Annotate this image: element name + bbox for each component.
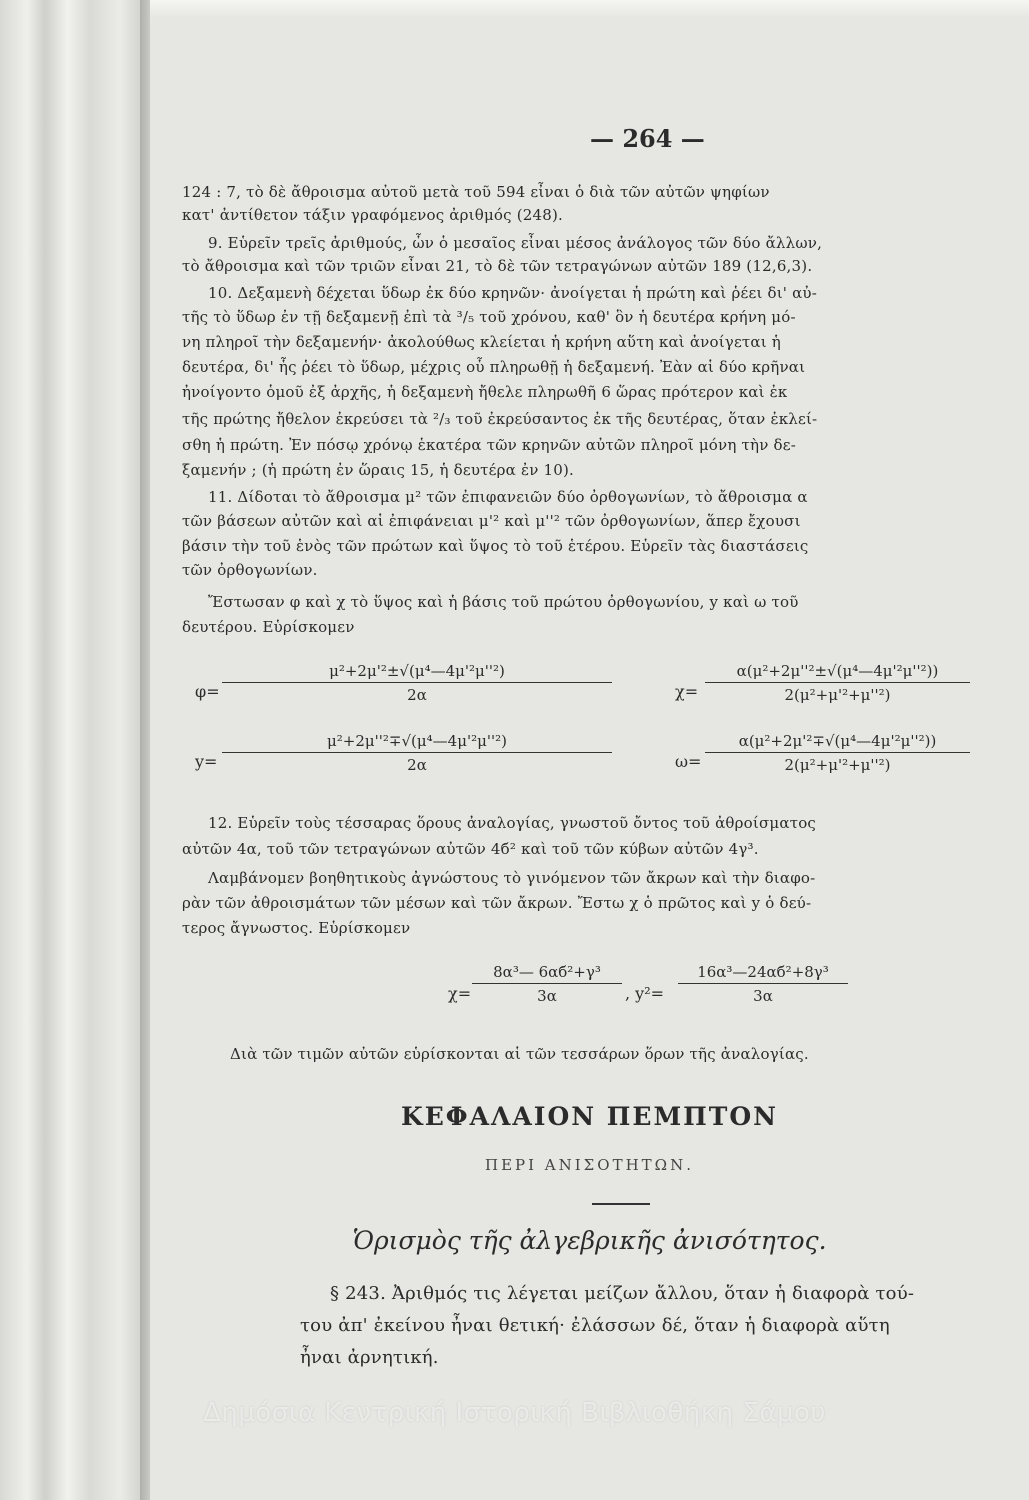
text-line: αὐτῶν 4α, τοῦ τῶν τετραγώνων αὐτῶν 4б² καὶ τοῦ τῶν κύβων αὐτῶν 4γ³. xyxy=(182,840,759,858)
formula-denominator: 2α xyxy=(407,686,427,704)
formula-denominator: 3α xyxy=(537,987,557,1005)
text-line: τῆς τὸ ὕδωρ ἐν τῇ δεξαμενῇ ἐπὶ τὰ ³/₅ τοῦ χρόνου, καθ' ὃν ἡ δευτέρα κρήνη μό- xyxy=(182,308,796,326)
heading-rule xyxy=(592,1203,650,1205)
formula-chi xyxy=(705,662,970,704)
text-line: 124 : 7, τὸ δὲ ἄθροισμα αὐτοῦ μετὰ τοῦ 594 εἶναι ὁ διὰ τῶν αὐτῶν ψηφίων xyxy=(182,183,770,201)
text-line: δευτέρα, δι' ἧς ῥέει τὸ ὕδωρ, μέχρις οὗ πληρωθῇ ἡ δεξαμενή. Ἐὰν αἱ δύο κρῆναι xyxy=(182,358,806,376)
text-line: Ἔστωσαν φ καὶ χ τὸ ὕψος καὶ ἡ βάσις τοῦ πρώτου ὀρθογωνίου, y καὶ ω τοῦ xyxy=(208,593,799,611)
library-watermark: Δημόσια Κεντρική Ιστορική Βιβλιοθήκη Σάμου xyxy=(203,1398,826,1428)
text-line: τῶν βάσεων αὐτῶν καὶ αἱ ἐπιφάνειαι μ'² καὶ μ''² τῶν ὀρθογωνίων, ἅπερ ἔχουσι xyxy=(182,512,801,530)
text-line: τῆς πρώτης ἤθελον ἐκρεύσει τὰ ²/₃ τοῦ ἐκρεύσαντος ἐκ τῆς δευτέρας, ὅταν ἐκλεί- xyxy=(182,410,818,428)
text-line: τῶν ὀρθογωνίων. xyxy=(182,561,318,579)
formula-denominator: 2α xyxy=(407,756,427,774)
text-line: κατ' ἀντίθετον τάξιν γραφόμενος ἀριθμός (248). xyxy=(182,206,563,224)
chapter-subtitle: ΠΕΡΙ ΑΝΙΣΟΤΗΤΩΝ. xyxy=(484,1156,695,1174)
text-line: τερος ἄγνωστος. Εὑρίσκομεν xyxy=(182,919,411,937)
text-line: 11. Δίδοται τὸ ἄθροισμα μ² τῶν ἐπιφανειῶν δύο ὀρθογωνίων, τὸ ἄθροισμα α xyxy=(208,488,808,506)
formula-numerator: α(μ²+2μ'²∓√(μ⁴—4μ'²μ''²)) xyxy=(705,732,970,753)
text-line: 9. Εὑρεῖν τρεῖς ἀριθμούς, ὧν ὁ μεσαῖος εἶναι μέσος ἀνάλογος τῶν δύο ἄλλων, xyxy=(208,234,823,252)
section-title: Ὁρισμὸς τῆς ἀλγεβρικῆς ἀνισότητος. xyxy=(352,1226,827,1255)
formula-y-lhs: y= xyxy=(195,752,218,771)
chapter-title: ΚΕΦΑΛΑΙΟΝ ΠΕΜΠΤΟΝ xyxy=(401,1102,778,1131)
text-line: βάσιν τὴν τοῦ ἑνὸς τῶν πρώτων καὶ ὕψος τὸ τοῦ ἑτέρου. Εὑρεῖν τὰς διαστάσεις xyxy=(182,537,809,555)
text-line: τὸ ἄθροισμα καὶ τῶν τριῶν εἶναι 21, τὸ δὲ τῶν τετραγώνων αὐτῶν 189 (12,6,3). xyxy=(182,257,813,275)
book-page xyxy=(150,0,1029,1500)
formula-numerator: 16α³—24αб²+8γ³ xyxy=(678,963,848,984)
formula-phi xyxy=(222,662,612,704)
formula-y xyxy=(222,732,612,774)
formula-numerator: 8α³— 6αб²+γ³ xyxy=(472,963,622,984)
formula2-chi xyxy=(472,963,622,1005)
book-binding-edge xyxy=(0,0,150,1500)
text-line: του ἀπ' ἐκείνου ἦναι θετική· ἐλάσσων δέ, ὅταν ἡ διαφορὰ αὕτη xyxy=(300,1315,890,1336)
text-line: 12. Εὑρεῖν τοὺς τέσσαρας ὅρους ἀναλογίας, γνωστοῦ ὄντος τοῦ ἀθροίσματος xyxy=(208,814,817,832)
page-number: — 264 — xyxy=(590,124,705,153)
text-line: § 243. Ἀριθμός τις λέγεται μείζων ἄλλου, ὅταν ἡ διαφορὰ τού- xyxy=(330,1283,915,1304)
text-line: 10. Δεξαμενὴ δέχεται ὕδωρ ἐκ δύο κρηνῶν· ἀνοίγεται ἡ πρώτη καὶ ῥέει δι' αὐ- xyxy=(208,284,818,302)
formula-numerator: μ²+2μ''²∓√(μ⁴—4μ'²μ''²) xyxy=(222,732,612,753)
text-line: Διὰ τῶν τιμῶν αὐτῶν εὑρίσκονται αἱ τῶν τεσσάρων ὅρων τῆς ἀναλογίας. xyxy=(230,1045,809,1063)
text-line: δευτέρου. Εὑρίσκομεν xyxy=(182,618,355,636)
formula2-chi-lhs: χ= xyxy=(448,984,472,1003)
formula-denominator: 2(μ²+μ'²+μ''²) xyxy=(784,686,891,704)
text-line: σθη ἡ πρώτη. Ἐν πόσῳ χρόνῳ ἑκατέρα τῶν κρηνῶν αὐτῶν πληροῖ μόνη τὴν δε- xyxy=(182,436,796,454)
formula-numerator: μ²+2μ'²±√(μ⁴—4μ'²μ''²) xyxy=(222,662,612,683)
formula-omega xyxy=(705,732,970,774)
formula-denominator: 3α xyxy=(753,987,773,1005)
text-line: ἦναι ἀρνητική. xyxy=(300,1347,439,1368)
formula-phi-lhs: φ= xyxy=(195,682,220,701)
formula-chi-lhs: χ= xyxy=(675,682,699,701)
text-line: ἠνοίγοντο ὁμοῦ ἐξ ἀρχῆς, ἡ δεξαμενὴ ἤθελε πληρωθῆ 6 ὥρας πρότερον καὶ ἐκ xyxy=(182,383,788,401)
formula-denominator: 2(μ²+μ'²+μ''²) xyxy=(784,756,891,774)
text-line: νη πληροῖ τὴν δεξαμενήν· ἀκολούθως κλείεται ἡ κρήνη αὕτη καὶ ἀνοίγεται ἡ xyxy=(182,333,781,351)
text-line: Λαμβάνομεν βοηθητικοὺς ἀγνώστους τὸ γινόμενον τῶν ἄκρων καὶ τὴν διαφο- xyxy=(208,869,816,887)
formula2-y xyxy=(678,963,848,1005)
text-line: ρὰν τῶν ἀθροισμάτων τῶν μέσων καὶ τῶν ἄκρων. Ἔστω χ ὁ πρῶτος καὶ y ὁ δεύ- xyxy=(182,894,812,912)
formula-omega-lhs: ω= xyxy=(675,752,702,771)
formula2-y-lhs: , y²= xyxy=(625,984,665,1003)
formula-numerator: α(μ²+2μ''²±√(μ⁴—4μ'²μ''²)) xyxy=(705,662,970,683)
text-line: ξαμενήν ; (ἡ πρώτη ἐν ὥραις 15, ἡ δευτέρα ἐν 10). xyxy=(182,461,574,479)
